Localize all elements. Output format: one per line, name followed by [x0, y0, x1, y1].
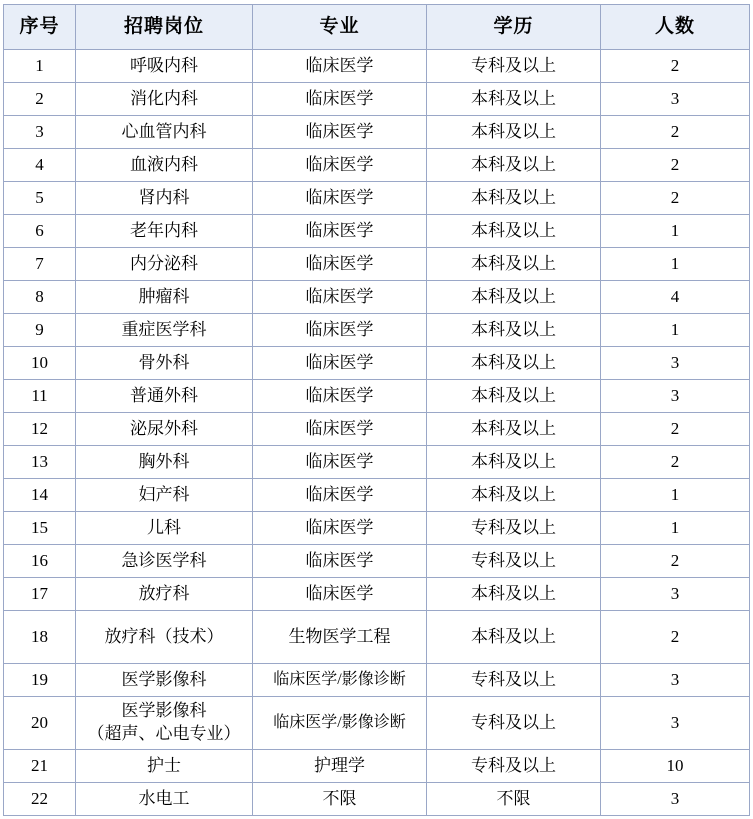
- column-header-count: 人数: [601, 5, 750, 50]
- cell-education: 不限: [427, 783, 601, 816]
- table-row: [4, 750, 750, 783]
- cell-no: 9: [4, 314, 76, 347]
- cell-education: 本科及以上: [427, 380, 601, 413]
- cell-education: 本科及以上: [427, 611, 601, 664]
- cell-education: 专科及以上: [427, 512, 601, 545]
- cell-major: 临床医学: [253, 347, 427, 380]
- cell-no: 13: [4, 446, 76, 479]
- cell-education: 本科及以上: [427, 215, 601, 248]
- cell-no: 4: [4, 149, 76, 182]
- cell-count: 2: [601, 116, 750, 149]
- cell-major: 临床医学: [253, 578, 427, 611]
- cell-education: 专科及以上: [427, 664, 601, 697]
- cell-major: 临床医学: [253, 215, 427, 248]
- cell-post-line1: 医学影像科: [121, 701, 207, 721]
- table-row: [4, 380, 750, 413]
- cell-post: 普通外科: [76, 380, 253, 413]
- table-row: [4, 479, 750, 512]
- cell-no: 6: [4, 215, 76, 248]
- cell-major: 临床医学: [253, 512, 427, 545]
- cell-no: 17: [4, 578, 76, 611]
- cell-count: 3: [601, 578, 750, 611]
- cell-post: 心血管内科: [76, 116, 253, 149]
- table-row: [4, 50, 750, 83]
- table-row: [4, 664, 750, 697]
- cell-education: 本科及以上: [427, 182, 601, 215]
- table-header: [4, 5, 750, 50]
- table-row: [4, 314, 750, 347]
- cell-count: 3: [601, 697, 750, 750]
- cell-post: 肾内科: [76, 182, 253, 215]
- cell-education: 专科及以上: [427, 50, 601, 83]
- table-row: [4, 347, 750, 380]
- table-row: [4, 149, 750, 182]
- cell-major: 临床医学: [253, 314, 427, 347]
- cell-count: 2: [601, 545, 750, 578]
- cell-education: 本科及以上: [427, 116, 601, 149]
- cell-major: 临床医学: [253, 182, 427, 215]
- cell-no: 2: [4, 83, 76, 116]
- cell-no: 16: [4, 545, 76, 578]
- cell-count: 10: [601, 750, 750, 783]
- cell-no: 19: [4, 664, 76, 697]
- cell-education: 本科及以上: [427, 83, 601, 116]
- column-header-no: 序号: [4, 5, 76, 50]
- cell-post: 胸外科: [76, 446, 253, 479]
- column-header-education: 学历: [427, 5, 601, 50]
- cell-major: 临床医学: [253, 479, 427, 512]
- cell-major: 临床医学/影像诊断: [253, 697, 427, 750]
- table-row: [4, 116, 750, 149]
- cell-count: 1: [601, 248, 750, 281]
- table-row: [4, 611, 750, 664]
- cell-no: 20: [4, 697, 76, 750]
- cell-education: 本科及以上: [427, 578, 601, 611]
- table-row: [4, 446, 750, 479]
- cell-major: 临床医学: [253, 149, 427, 182]
- table-row: [4, 182, 750, 215]
- cell-major: 临床医学/影像诊断: [253, 664, 427, 697]
- cell-post: 肿瘤科: [76, 281, 253, 314]
- cell-no: 22: [4, 783, 76, 816]
- cell-no: 8: [4, 281, 76, 314]
- cell-post: 急诊医学科: [76, 545, 253, 578]
- cell-education: 本科及以上: [427, 149, 601, 182]
- table-header-row: [4, 5, 750, 50]
- cell-major: 临床医学: [253, 446, 427, 479]
- cell-post: 血液内科: [76, 149, 253, 182]
- cell-count: 2: [601, 611, 750, 664]
- cell-major: 临床医学: [253, 545, 427, 578]
- cell-count: 2: [601, 446, 750, 479]
- column-header-major: 专业: [253, 5, 427, 50]
- cell-count: 2: [601, 149, 750, 182]
- cell-count: 2: [601, 182, 750, 215]
- cell-count: 1: [601, 512, 750, 545]
- table-row: [4, 413, 750, 446]
- cell-count: 1: [601, 479, 750, 512]
- cell-major: 临床医学: [253, 281, 427, 314]
- table-row: [4, 578, 750, 611]
- table-row: [4, 697, 750, 750]
- cell-no: 5: [4, 182, 76, 215]
- cell-post: 老年内科: [76, 215, 253, 248]
- cell-education: 专科及以上: [427, 750, 601, 783]
- cell-no: 21: [4, 750, 76, 783]
- cell-count: 3: [601, 664, 750, 697]
- cell-post: 骨外科: [76, 347, 253, 380]
- cell-count: 3: [601, 783, 750, 816]
- cell-post: 泌尿外科: [76, 413, 253, 446]
- cell-post: [76, 697, 253, 750]
- cell-education: 专科及以上: [427, 697, 601, 750]
- cell-post: 儿科: [76, 512, 253, 545]
- cell-count: 3: [601, 347, 750, 380]
- cell-education: 本科及以上: [427, 347, 601, 380]
- cell-education: 本科及以上: [427, 314, 601, 347]
- cell-education: 本科及以上: [427, 248, 601, 281]
- table-row: [4, 512, 750, 545]
- cell-post: 呼吸内科: [76, 50, 253, 83]
- cell-education: 本科及以上: [427, 446, 601, 479]
- cell-count: 3: [601, 83, 750, 116]
- cell-post: 水电工: [76, 783, 253, 816]
- cell-no: 18: [4, 611, 76, 664]
- cell-major: 临床医学: [253, 116, 427, 149]
- cell-major: 生物医学工程: [253, 611, 427, 664]
- cell-major: 不限: [253, 783, 427, 816]
- cell-post: 护士: [76, 750, 253, 783]
- cell-education: 本科及以上: [427, 413, 601, 446]
- column-header-post: 招聘岗位: [76, 5, 253, 50]
- cell-major: 临床医学: [253, 248, 427, 281]
- table-row: [4, 281, 750, 314]
- cell-count: 1: [601, 314, 750, 347]
- cell-count: 3: [601, 380, 750, 413]
- cell-no: 12: [4, 413, 76, 446]
- cell-no: 10: [4, 347, 76, 380]
- cell-major: 临床医学: [253, 380, 427, 413]
- cell-post-line2: （超声、心电专业）: [87, 724, 241, 743]
- cell-no: 7: [4, 248, 76, 281]
- cell-major: 临床医学: [253, 83, 427, 116]
- table-row: [4, 545, 750, 578]
- recruitment-table: [3, 4, 750, 816]
- cell-post: 放疗科: [76, 578, 253, 611]
- table-row: [4, 215, 750, 248]
- cell-post: 消化内科: [76, 83, 253, 116]
- cell-post: 内分泌科: [76, 248, 253, 281]
- table-row: [4, 83, 750, 116]
- cell-post: 医学影像科: [76, 664, 253, 697]
- cell-no: 11: [4, 380, 76, 413]
- cell-no: 15: [4, 512, 76, 545]
- cell-major: 临床医学: [253, 50, 427, 83]
- cell-education: 本科及以上: [427, 479, 601, 512]
- cell-count: 1: [601, 215, 750, 248]
- cell-count: 4: [601, 281, 750, 314]
- cell-post: 放疗科（技术）: [76, 611, 253, 664]
- cell-education: 本科及以上: [427, 281, 601, 314]
- cell-post: 重症医学科: [76, 314, 253, 347]
- cell-count: 2: [601, 413, 750, 446]
- table-row: [4, 248, 750, 281]
- cell-no: 3: [4, 116, 76, 149]
- table-body: [4, 50, 750, 816]
- cell-no: 14: [4, 479, 76, 512]
- cell-post: 妇产科: [76, 479, 253, 512]
- table-row: [4, 783, 750, 816]
- cell-education: 专科及以上: [427, 545, 601, 578]
- cell-major: 临床医学: [253, 413, 427, 446]
- cell-count: 2: [601, 50, 750, 83]
- cell-major: 护理学: [253, 750, 427, 783]
- cell-no: 1: [4, 50, 76, 83]
